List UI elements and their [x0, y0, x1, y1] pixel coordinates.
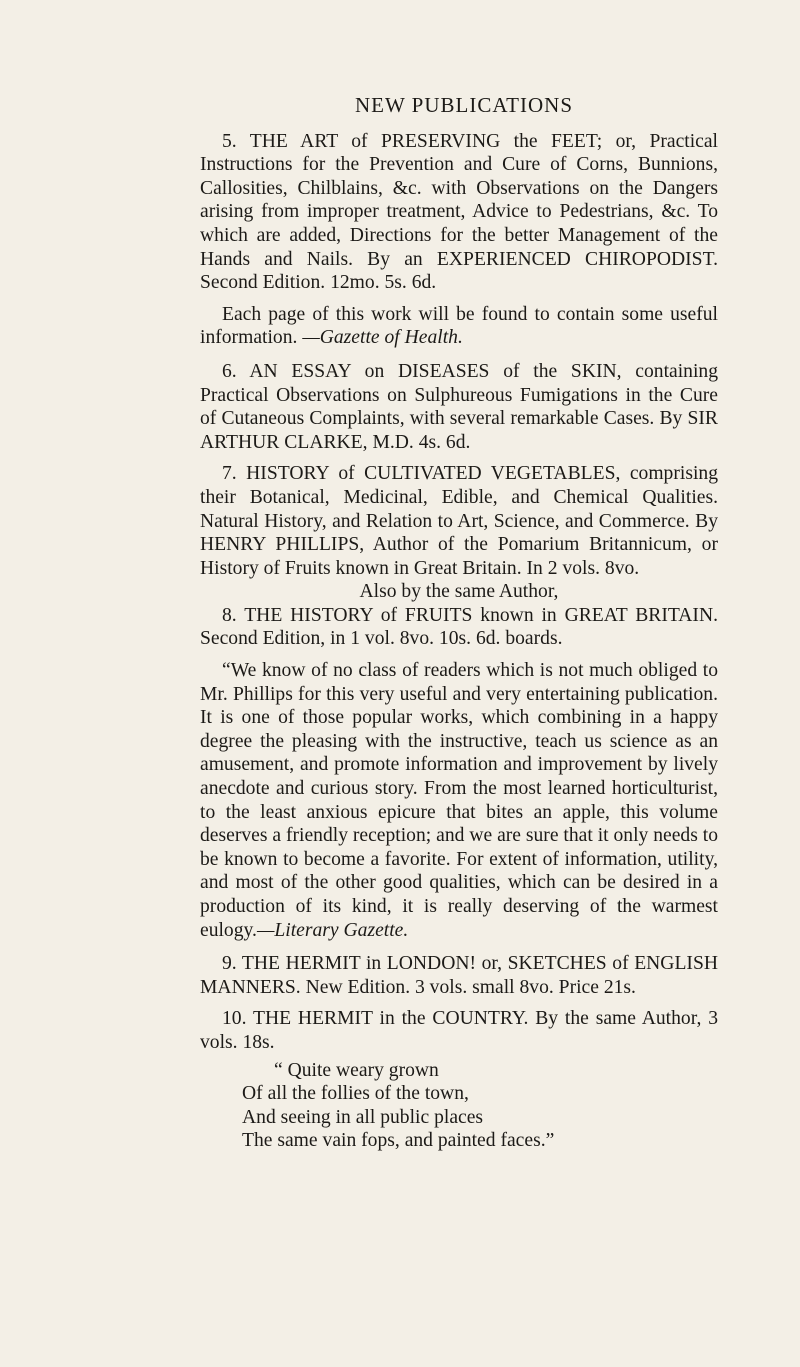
- entry-5-review: [200, 303, 718, 350]
- document-page: [200, 94, 718, 1153]
- entry-6: 6. AN ESSAY on DISEASES of the SKIN, containing Practical Observations on Sulphureous Fumigations in the Cure of Cutaneous Complaints, with several remarkable Cases. By SIR ARTHUR CLARKE, M.D. 4s. 6d.: [200, 360, 718, 453]
- entry-7-also: Also by the same Author,: [359, 581, 559, 603]
- entry-9: 9. THE HERMIT in LONDON! or, SKETCHES of ENGLISH MANNERS. New Edition. 3 vols. small 8vo. Price 21s.: [200, 953, 718, 998]
- entry-7: 7. HISTORY of CULTIVATED VEGETABLES, comprising their Botanical, Medicinal, Edible, and Chemical Qualities. Natural History, and Relation to Art, Science, and Commerce. By HENRY PHILLIPS, Author of the Pomarium Britannicum, or History of Fruits known in Great Britain. In 2 vols. 8vo.: [200, 463, 718, 579]
- verse-line: The same vain fops, and painted faces.”: [242, 1130, 555, 1152]
- page-title: NEW PUBLICATIONS: [354, 93, 574, 117]
- entry-5-review-text: Each page of this work will be found to contain some useful information.: [200, 303, 718, 349]
- verse-line: Of all the follies of the town,: [242, 1083, 469, 1105]
- entry-8: 8. THE HISTORY of FRUITS known in GREAT BRITAIN. Second Edition, in 1 vol. 8vo. 10s. 6d. boards.: [200, 604, 718, 650]
- entry-5: 5. THE ART of PRESERVING the FEET; or, Practical Instructions for the Prevention and Cure of Corns, Bunnions, Callosities, Chilblains, &c. with Observations on the Dangers arising from improper treatment, Advice to Pedestrians, &c. To which are added, Directions for the better Management of the Hands and Nails. By an EXPERIENCED CHIROPODIST. Second Edition. 12mo. 5s. 6d.: [200, 130, 718, 294]
- verse-quote: [200, 1059, 718, 1153]
- entry-10: 10. THE HERMIT in the COUNTRY. By the same Author, 3 vols. 18s.: [200, 1008, 718, 1053]
- entry-5-review-source: —Gazette of Health.: [302, 327, 463, 349]
- entry-8-review: [200, 659, 718, 942]
- entry-8-review-text: “We know of no class of readers which is not much obliged to Mr. Phillips for this very useful and very entertaining publication. It is one of those popular works, which combining in a happy degree the pleasing with the instructive, teach us science as an amusement, and promote information and improvement by lively anecdote and curious story. From the most learned horticulturist, to the least anxious epicure that bites an apple, this volume deserves a friendly reception; and we are sure that it only needs to be known to become a favorite. For extent of information, utility, and most of the other good qualities, which can be desired in a production of its kind, it is really deserving of the warmest eulogy.: [200, 660, 718, 941]
- verse-line: “ Quite weary grown: [274, 1059, 439, 1081]
- verse-line: And seeing in all public places: [242, 1106, 484, 1128]
- entry-8-review-source: —Literary Gazette.: [256, 919, 409, 941]
